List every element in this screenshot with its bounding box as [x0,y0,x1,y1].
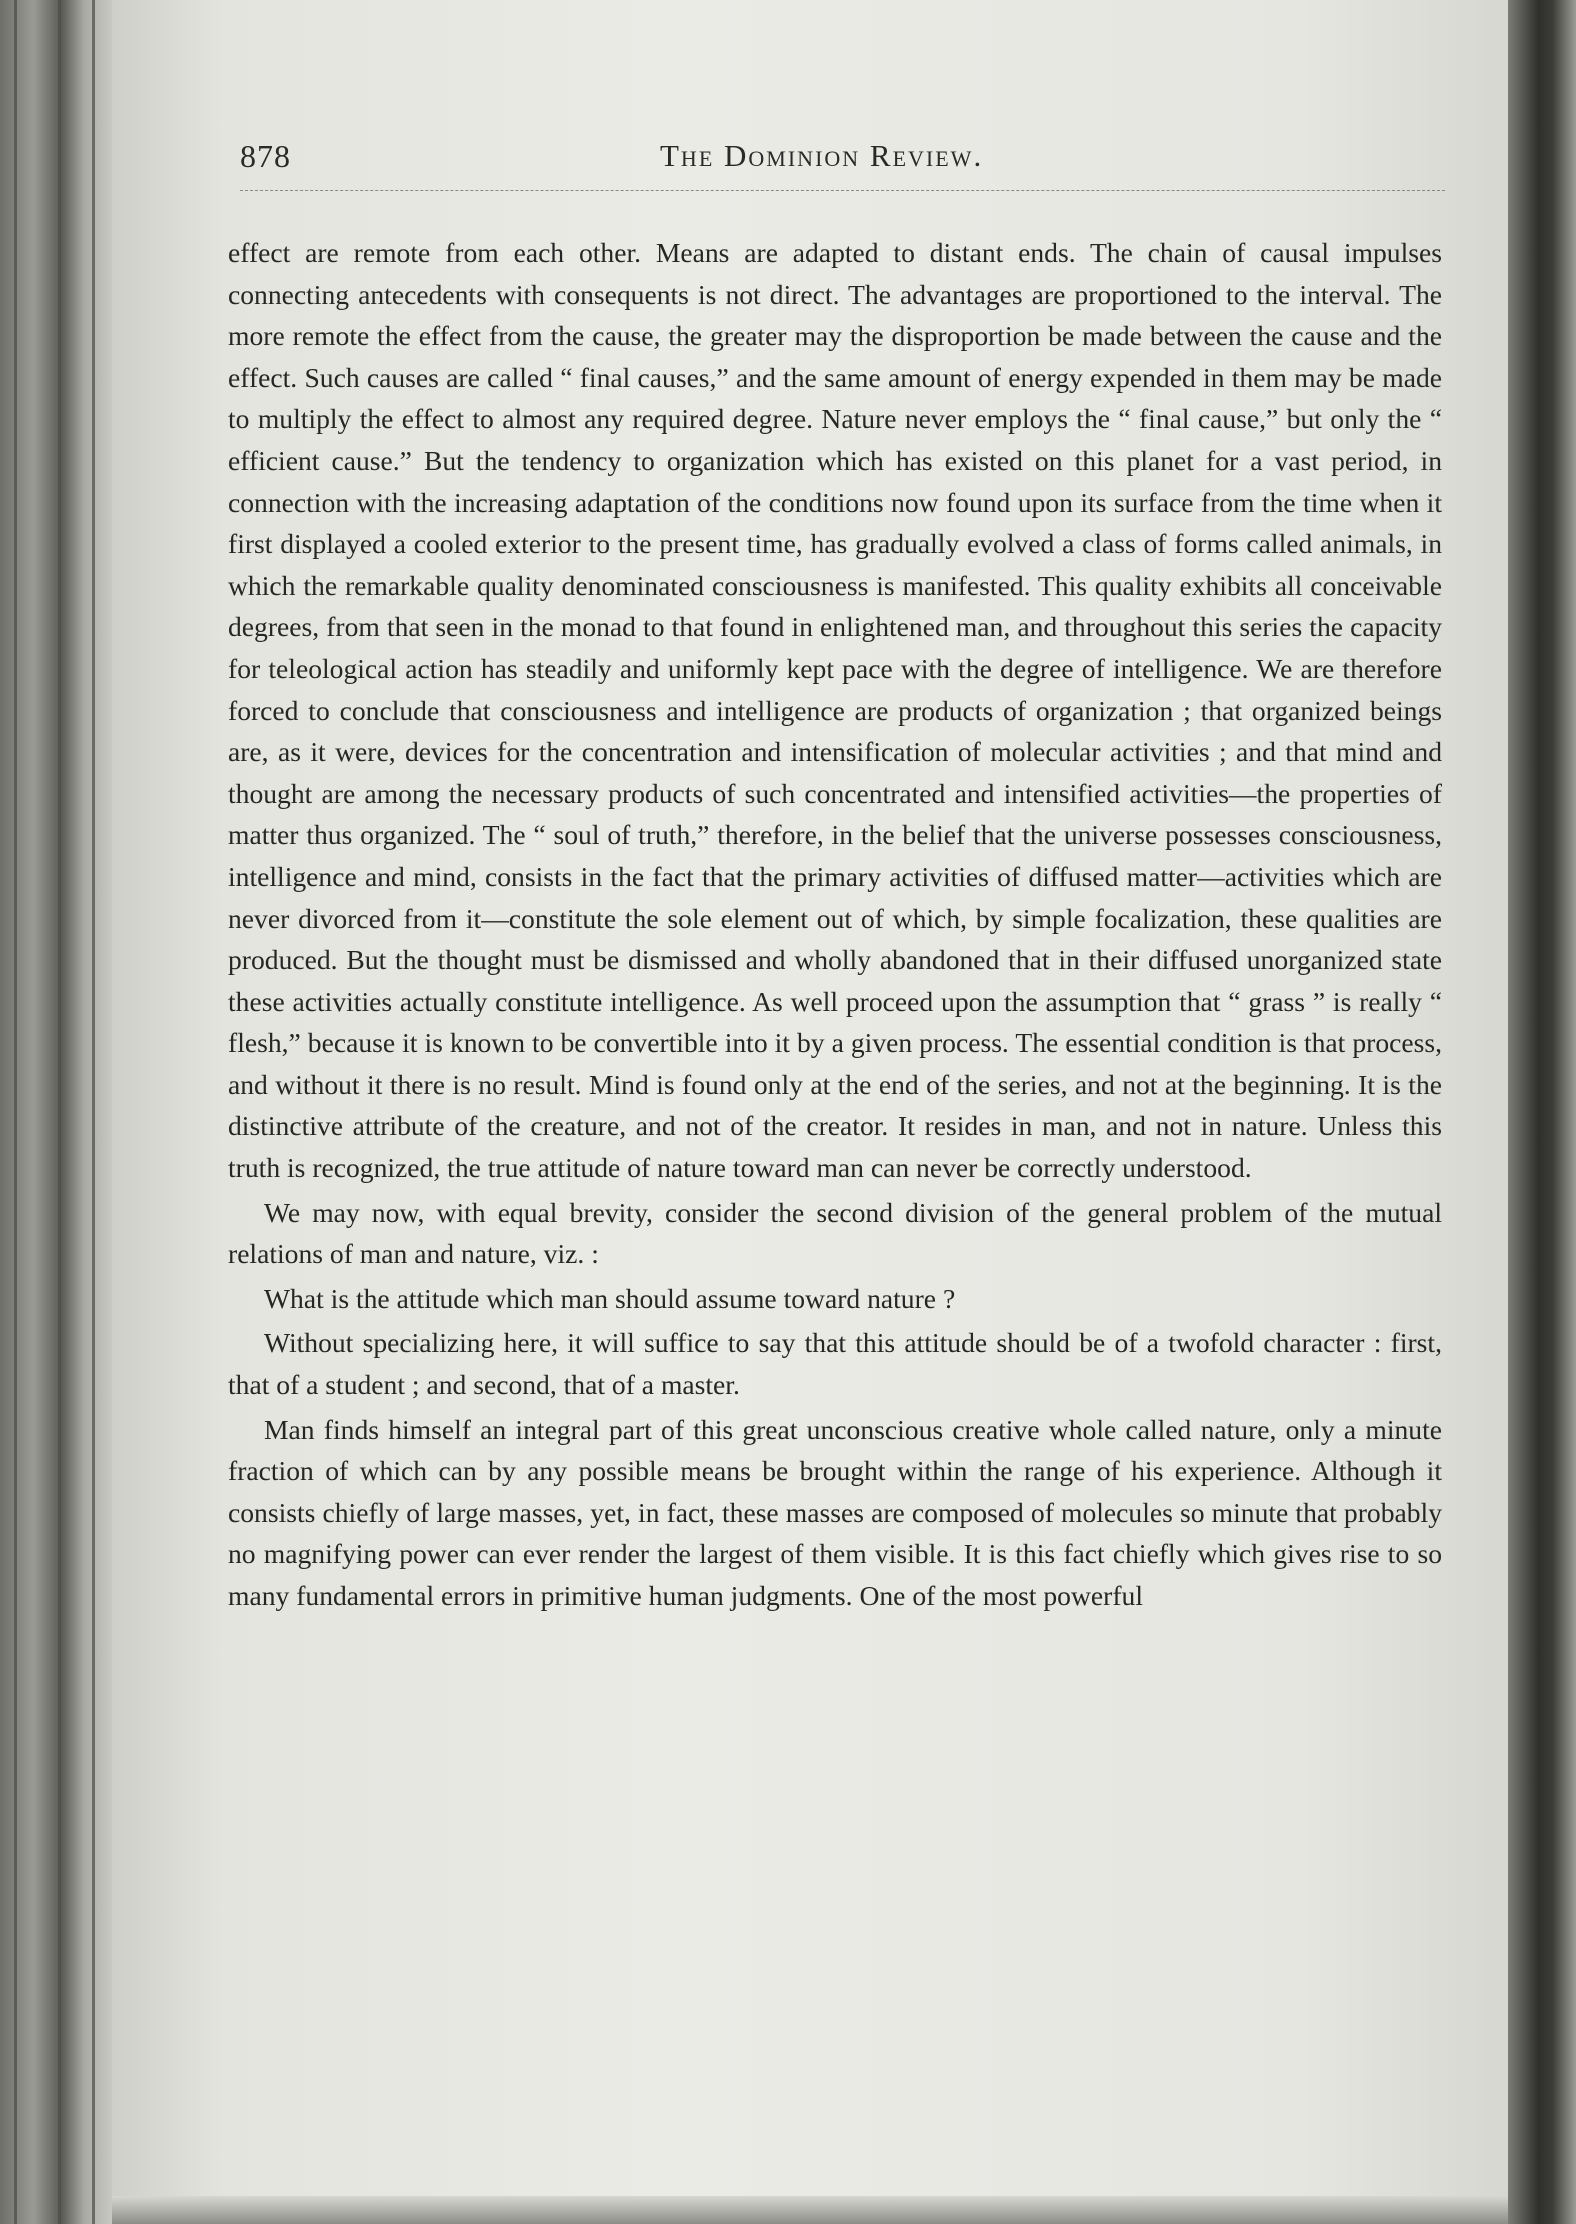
book-binding [0,0,112,2224]
binding-shadow-line [58,0,61,2224]
running-head: The Dominion Review. [660,138,984,173]
paragraph: What is the attitude which man should assume toward nature ? [264,1282,956,1314]
binding-shadow-line [14,0,17,2224]
paragraph: Without specializing here, it will suffice to say that this attitude should be of a twofold character : first, that of a student ; and second, that of a master. [228,1327,1442,1401]
body-text [228,232,1442,1620]
paragraph: Man finds himself an integral part of this great unconscious creative whole called nature, only a minute fraction of which can by any possible means be brought within the range of his experience. Although it consists chiefly of large masses, yet, in fact, these masses are composed of molecules so minute that probably no magnifying power can ever render the largest of them visible. It is this fact chiefly which gives rise to so many fundamental errors in primitive human judgments. One of the most powerful [228,1413,1442,1611]
paragraph: We may now, with equal brevity, consider the second division of the general problem of the mutual relations of man and nature, viz. : [228,1196,1442,1270]
page-bottom-edge [112,2196,1508,2224]
binding-shadow-line [92,0,95,2224]
facing-page-edge [1508,0,1576,2224]
page-header [240,138,1445,188]
paragraph: effect are remote from each other. Means are adapted to distant ends. The chain of causal impulses connecting antecedents with consequents is not direct. The advantages are proportioned to the interval. The more remote the effect from the cause, the greater may the disproportion be made between the cause and the effect. Such causes are called “ final causes,” and the same amount of energy expended in them may be made to multiply the effect to almost any required degree. Nature never employs the “ final cause,” but only the “ efficient cause.” But the tendency to organization which has existed on this planet for a vast period, in connection with the increasing adaptation of the conditions now found upon its surface from the time when it first displayed a cooled exterior to the present time, has gradually evolved a class of forms called animals, in which the remarkable quality denominated consciousness is manifested. This quality exhibits all conceivable degrees, from that seen in the monad to that found in enlightened man, and throughout this series the capacity for teleological action has steadily and uniformly kept pace with the degree of intelligence. We are therefore forced to conclude that consciousness and intelligence are products of organization ; that organized beings are, as it were, devices for the concentration and intensification of molecular activities ; and that mind and thought are among the necessary products of such concentrated and intensified activities—the properties of matter thus organized. The “ soul of truth,” therefore, in the belief that the universe possesses consciousness, intelligence and mind, consists in the fact that the primary activities of diffused matter—activities which are never divorced from it—constitute the sole element out of which, by simple focalization, these qualities are produced. But the thought must be dismissed and wholly abandoned that in their diffused unorganized state these activities actually constitute intelligence. As well proceed upon the assumption that “ grass ” is really “ flesh,” because it is known to be convertible into it by a given process. The essential condition is that process, and without it there is no result. Mind is found only at the end of the series, and not at the beginning. It is the distinctive attribute of the creature, and not of the creator. It resides in man, and not in nature. Unless this truth is recognized, the true attitude of nature toward man can never be correctly understood. [228,237,1442,1184]
page-number: 878 [240,138,291,174]
header-rule [240,190,1445,191]
